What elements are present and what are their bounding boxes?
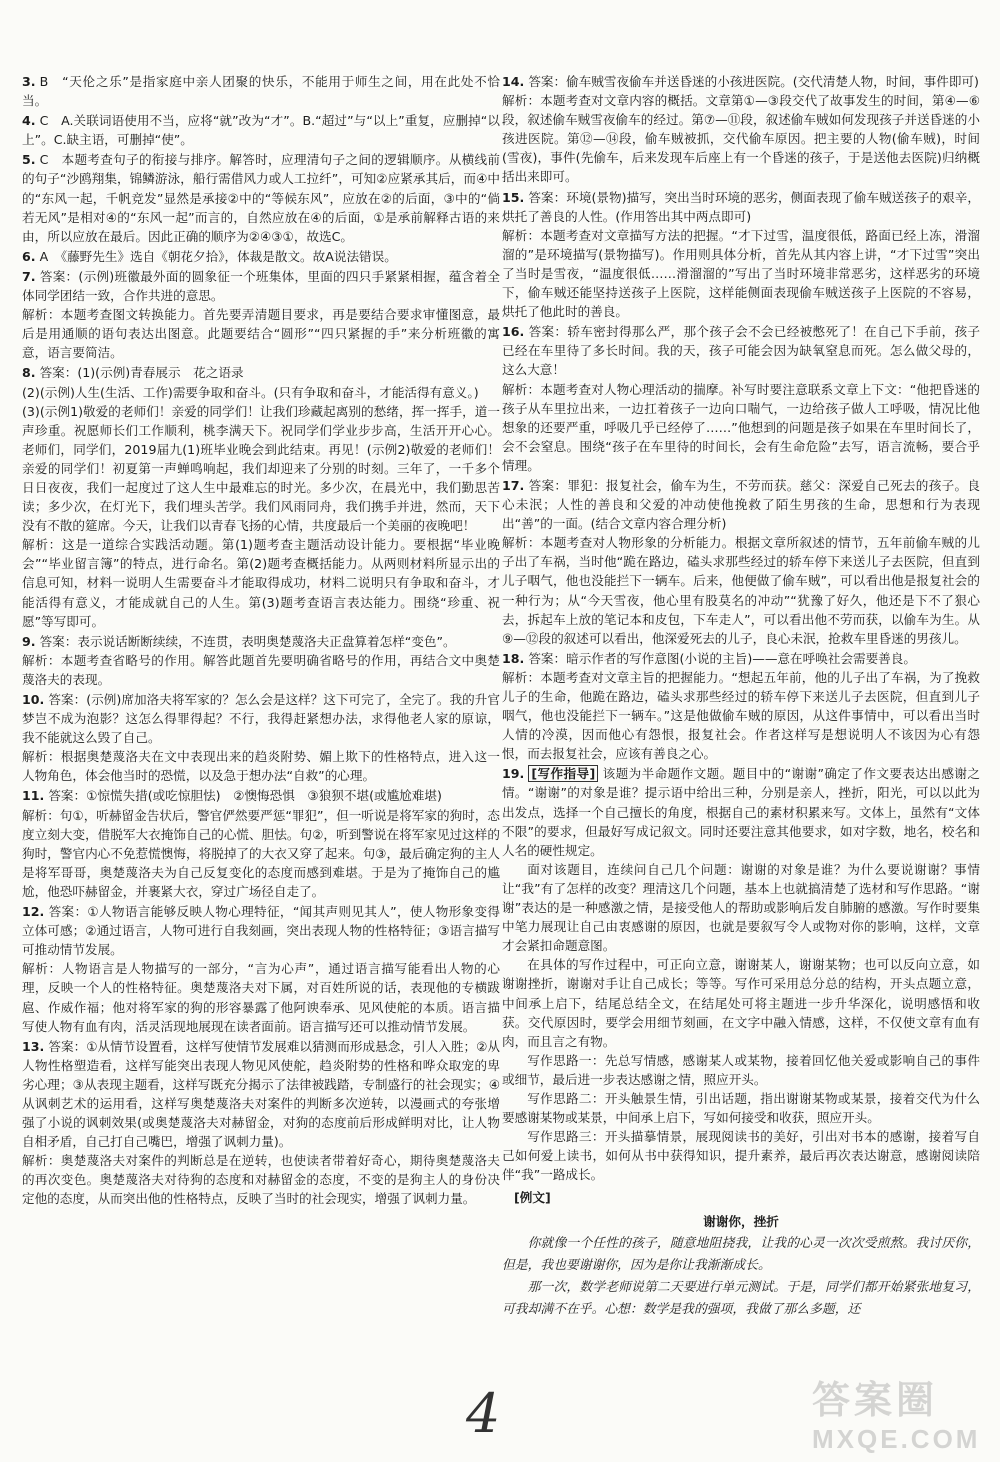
paragraph-text: 答案：(示例)班徽最外面的圆象征一个班集体，里面的四只手紧紧相握，蕴含着全体同学团结一致，合作共进的意思。	[22, 268, 500, 304]
analysis-text	[502, 955, 980, 1050]
paragraph-text: 答案：暗示作者的写作意图(小说的主旨)——意在呼唤社会需要善良。	[528, 650, 916, 666]
question-number: 16.	[502, 324, 525, 340]
paragraph-text: 写作思路三：开头描摹情景，展现阅读书的美好，引出对书本的感谢，接着写自己如何爱上读书，如何从书中获得知识，提升素养，最后再次表达谢意，感谢阅读陪伴“我”一路成长。	[502, 1129, 980, 1183]
question-number: 13.	[22, 1038, 45, 1054]
answer-text	[502, 476, 980, 533]
answer-text	[502, 764, 980, 859]
writing-guide-label: [写作指导]	[528, 765, 598, 782]
paragraph-text: 答案：(1)(示例)青春展示 花之语录	[39, 365, 244, 381]
answer-item	[22, 247, 500, 266]
question-number: 10.	[22, 692, 45, 707]
question-number: 9.	[22, 633, 36, 649]
analysis-text	[22, 651, 500, 689]
answer-text	[22, 247, 500, 266]
analysis-text	[502, 226, 980, 321]
question-number: 18.	[502, 650, 525, 666]
essay-paragraph: 那一次，数学老师说第二天要进行单元测试。于是，同学们都开始紧张地复习，可我却满不在乎。心想：数学是我的强项，我做了那么多题，还	[502, 1279, 980, 1317]
answer-item	[22, 111, 500, 149]
answer-text	[502, 72, 980, 91]
question-number: 5.	[22, 152, 36, 168]
paragraph-text: 答案：偷车贼雪夜偷车并送昏迷的小孩进医院。(交代清楚人物，时间，事件即可)	[528, 74, 979, 89]
answer-text	[22, 72, 500, 110]
answer-item	[22, 363, 500, 630]
analysis-text	[22, 305, 500, 362]
paragraph-text: 答案：①从情节设置看，这样写使情节发展难以猜测而形成悬念，引人入胜；②从人物性格塑造看，这样写能突出表现人物见风使舵，趋炎附势的性格和哗众取宠的卑劣心理；③从表现主题看，这样写既充分揭示了法律被践踏，专制盛行的社会现实；④从讽刺艺术的运用看，这样写奥楚蔑洛夫对案件的判断多次逆转，以漫画式的夸张增强了小说的讽刺效果(或奥楚蔑洛夫对赫留金，对狗的态度前后形成鲜明对比，让人物自相矛盾，自己打自己嘴巴，增强了讽刺力量)。	[22, 1038, 500, 1150]
paragraph-text: 解析：这是一道综合实践活动题。第(1)题考查主题活动设计能力。要根据“毕业晚会”“毕业留言簿”的特点，进行命名。第(2)题考查概括能力。从两则材料所显示出的信息可知，材料一说明人生需要奋斗才能取得成功，材料二说明只有争取和奋斗，才能活得有意义，才能成就自己的人生。第(3)题考查语言表达能力。围绕“珍重、祝愿”等写即可。	[22, 537, 500, 629]
paragraph-text: 答案：①惊慌失措(或吃惊胆怯) ②懊悔恐惧 ③狼狈不堪(或尴尬难堪)	[48, 788, 442, 804]
answer-text	[502, 322, 980, 379]
question-number: 11.	[22, 788, 45, 804]
paragraph-text: 解析：人物语言是人物描写的一部分，“言为心声”，通过语言描写能看出人物的心理，反映一个人的性格特征。奥楚蔑洛夫对下属，对百姓所说的话，表现他的专横跋扈、作威作福；他对将军家的狗的形容暴露了他阿谀奉承、见风使舵的本质。语言描写使人物有血有肉，活灵活现地展现在读者面前。语言描写还可以推动情节发展。	[22, 961, 500, 1034]
answer-item	[502, 476, 980, 648]
paragraph-text: C 本题考查句子的衔接与排序。解答时，应理清句子之间的逻辑顺序。从横线前的句子“沙鸥翔集，锦鳞游泳，船行需借风力或人工拉纤”，可知②应紧承其后，而④中的“东风一起，千帆竞发”显然是承接②中的“等候东风”，应放在②的后面，③中的“倘若无风”是相对④的“东风一起”而言的，自然应放在④的后面，①是承前解释古语的来由，所以应放在最后。因此正确的顺序为②④③①，故选C。	[22, 152, 500, 244]
answer-text	[22, 902, 500, 959]
paragraph-text: 答案：轿车密封得那么严，那个孩子会不会已经被憋死了！在自己下手前，孩子已经在车里待了多长时间。我的天，孩子可能会因为缺氧窒息而死。怎么做父母的，这么大意！	[502, 324, 980, 378]
answer-text	[22, 786, 500, 805]
answer-item	[22, 690, 500, 785]
analysis-text	[502, 91, 980, 186]
analysis-text	[22, 383, 500, 402]
answer-text	[22, 267, 500, 305]
analysis-text	[22, 402, 500, 536]
paragraph-text: (3)(示例1)敬爱的老师们！亲爱的同学们！让我们珍藏起离别的愁绪，挥一挥手，道一声珍重。祝愿师长们工作顺利，桃李满天下。祝同学们学业步步高，生活开开心心。老师们，同学们，2019届九(1)班毕业晚会到此结束。再见！(示例2)敬爱的老师们！亲爱的同学们！初夏第一声蝉鸣响起，我们却迎来了分别的时刻。三年了，一千多个日日夜夜，我们一起度过了这人生中最难忘的时光。多少次，在晨光中，我们勤思苦读；多少次，在灯光下，我们埋头苦学。我们风雨同舟，我们携手并进，然而，天下没有不散的筵席。今天，让我们以青春飞扬的心情，共度最后一个美丽的夜晚吧！	[22, 403, 500, 534]
question-number: 17.	[502, 477, 525, 493]
paragraph-text: 解析：根据奥楚蔑洛夫在文中表现出来的趋炎附势、媚上欺下的性格特点，进入这一人物角色，体会他当时的恐慌，以及急于想办法“自救”的心理。	[22, 749, 500, 784]
question-number: 6.	[22, 248, 36, 264]
watermark	[812, 1382, 980, 1452]
answer-text	[22, 632, 500, 651]
paragraph-text: 解析：本题考查对文章内容的概括。文章第①—③段交代了故事发生的时间，第④—⑥段，叙述偷车贼雪夜偷车的经过。第⑦—⑪段，叙述偷车贼如何发现孩子并送昏迷的小孩进医院。第⑫—⑭段，偷车贼被抓，交代偷车原因。把主要的人物(偷车贼)，时间(雪夜)，事件(先偷车，后来发现车后座上有一个昏迷的孩子，于是送他去医院)归纳概括出来即可。	[502, 93, 980, 185]
paragraph-text: 写作思路一：先总写情感，感谢某人或某物，接着回忆他关爱或影响自己的事件或细节，最后进一步表达感谢之情，照应开头。	[502, 1052, 980, 1087]
sample-essay-label: [例文]	[514, 1190, 551, 1206]
answer-text	[22, 150, 500, 245]
paragraph-text: 答案：环境(景物)描写，突出当时环境的恶劣，侧面表现了偷车贼送孩子的艰辛，烘托了善良的人性。(作用答出其中两点即可)	[502, 189, 980, 224]
paragraph-text: C A.关联词语使用不当，应将“就”改为“才”。B.“超过”与“以上”重复，应删掉“以上”。C.缺主语，可删掉“使”。	[22, 113, 500, 148]
paragraph-text: 答案：(示例)席加洛夫将军家的？怎么会是这样？这下可完了，全完了。我的升官梦岂不成为泡影？这怎么得罪得起？不行，我得赶紧想办法，求得他老人家的原谅，我不能就这么毁了自己。	[22, 692, 500, 746]
right-column	[502, 72, 980, 1321]
analysis-text	[502, 533, 980, 648]
paragraph-text: 答案：罪犯：报复社会，偷车为生，不劳而获。慈父：深爱自己死去的孩子。良心未泯；人性的善良和父爱的冲动使他挽救了陌生男孩的生命，思想和行为表现出“善”的一面。(结合文章内容合理分析)	[502, 477, 980, 532]
paragraph-text: A 《藤野先生》选自《朝花夕拾》，体裁是散文。故A说法错误。	[39, 248, 397, 264]
question-number: 3.	[22, 74, 36, 89]
analysis-text	[502, 668, 980, 763]
answer-text	[22, 1037, 500, 1152]
watermark-logo-text: 答案圈	[812, 1380, 939, 1422]
answer-text	[22, 111, 500, 149]
answer-item	[22, 267, 500, 362]
answer-item	[502, 72, 980, 187]
paragraph-text: 解析：本题考查对文章主旨的把握能力。“想起五年前，他的儿子出了车祸，为了挽救儿子的生命，他跪在路边，磕头求那些经过的轿车停下来送儿子去医院，但直到儿子咽气，他也没能拦下一辆车。”这是他做偷车贼的原因，从这件事情中，可以看出当时人情的冷漠，因而他心有怨恨，报复社会。作者这样写是想说明人不该因为心有怨恨，而去报复社会，应该有善良之心。	[502, 669, 980, 762]
paragraph-text: 解析：本题考查图文转换能力。首先要弄清题目要求，再是要结合要求审懂图意，最后是用通顺的语句表达出图意。此题要结合“圆形”“四只紧握的手”来分析班徽的寓意，语言要简洁。	[22, 307, 500, 361]
answer-text	[22, 690, 500, 747]
answer-item	[502, 322, 980, 475]
answer-item	[22, 72, 500, 110]
analysis-text	[22, 806, 500, 901]
question-number: 12.	[22, 904, 45, 920]
question-number: 14.	[502, 74, 525, 89]
analysis-text	[502, 380, 980, 475]
paragraph-text: 解析：本题考查对文章描写方法的把握。“才下过雪，温度很低，路面已经上冻，滑溜溜的”是环境描写(景物描写)。作用则具体分析，首先从其内容上讲，“才下过雪”突出了当时是雪夜，“温度很低……滑溜溜的”写出了当时环境非常恶劣，这样恶劣的环境下，偷车贼还能坚持送孩子上医院，这样能侧面表现偷车贼送孩子上医院的不容易，烘托了他此时的善良。	[502, 227, 980, 320]
analysis-text	[502, 860, 980, 955]
answer-text	[502, 188, 980, 226]
paragraph-text: (2)(示例)人生(生活、工作)需要争取和奋斗。(只有争取和奋斗，才能活得有意义。)	[22, 384, 479, 400]
question-number: 4.	[22, 113, 36, 129]
answer-text	[502, 649, 980, 668]
paragraph-text: 面对该题目，连续问自己几个问题：谢谢的对象是谁？为什么要说谢谢？事情让“我”有了怎样的改变？理清这几个问题，基本上也就搞清楚了选材和写作思路。“谢谢”表达的是一种感激之情，是接受他人的帮助或影响后发自肺腑的感激。写作时要集中笔力展现让自己由衷感谢的原因，也就是要叙写令人或物对你的影响，这样，文章才会紧扣命题意图。	[502, 861, 980, 954]
paragraph-text: 解析：本题考查省略号的作用。解答此题首先要明确省略号的作用，再结合文中奥楚蔑洛夫的表现。	[22, 652, 500, 687]
question-number: 8.	[22, 365, 36, 381]
analysis-text	[502, 1089, 980, 1127]
paragraph-text: 解析：本题考查对人物形象的分析能力。根据文章所叙述的情节，五年前偷车贼的儿子出了车祸，当时他“跪在路边，磕头求那些经过的轿车停下来送儿子去医院，但直到儿子咽气，他也没能拦下一辆车。后来，他便做了偷车贼”，可以看出他是报复社会的一种行为；从“今天雪夜，他心里有股莫名的冲动”“犹豫了好久，他还是下不了狠心去，拆起车上放的笔记本和皮包，下车走人”，可以看出他不劳而获，以偷车为生。从⑨—⑫段的叙述可以看出，他深爱死去的儿子，良心未泯，抢救车里昏迷的男孩儿。	[502, 535, 980, 646]
essay-body	[502, 1233, 980, 1321]
paragraph-text: 解析：本题考查对人物心理活动的揣摩。补写时要注意联系文章上下文：“他把昏迷的孩子从车里拉出来，一边扛着孩子一边向口喘气，一边给孩子做人工呼吸，情况比他想象的还要严重，呼吸几乎已经停了……”他想到的问题是孩子如果在车里时间长了，会不会窒息。围绕“孩子在车里待的时间长，会有生命危险”去写，语言流畅，要合乎情理。	[502, 381, 980, 473]
analysis-text	[22, 747, 500, 785]
paragraph-text: 解析：句①，听赫留金告状后，警官俨然要严惩“罪犯”，但一听说是将军家的狗时，态度立刻大变，借脱军大衣掩饰自己的心慌、胆怯。句②，听到警说在将军家见过这样的狗时，警官内心不免惹慌懊悔，将脱掉了的大衣又穿了起来。句③，最后确定狗的主人是将军哥哥，奥楚蔑洛夫为自己反复变化的态度而感到难堪。于是为了掩饰自己的尴尬，他恐吓赫留金，并裹紧大衣，穿过广场径自走了。	[22, 807, 500, 899]
answer-item	[502, 649, 980, 764]
paragraph-text: 答案：表示说话断断续续，不连贯，表明奥楚蔑洛夫正盘算着怎样“变色”。	[39, 633, 456, 649]
answer-item	[22, 632, 500, 689]
question-number: 7.	[22, 268, 36, 284]
answer-text	[22, 363, 500, 382]
paragraph-text: 写作思路二：开头触景生情，引出话题，指出谢谢某物或某景，接着交代为什么要感谢某物或某景，中间承上启下，写如何接受和收获，照应开头。	[502, 1090, 980, 1126]
question-number: 19.	[502, 766, 525, 782]
paragraph-text: 在具体的写作过程中，可正向立意，谢谢某人，谢谢某物；也可以反向立意，如谢谢挫折，谢谢对手让自己成长；等等。写作可采用总分总的结构，开头点题立意，中间承上启下，结尾总结全文，在结尾处可将主题进一步升华深化，说明感悟和收获。交代原因时，要学会用细节刻画，在文字中融入情感，这样，不仅使文章有血有肉，而且言之有物。	[502, 957, 980, 1049]
question-number: 15.	[502, 189, 525, 205]
essay-title: 谢谢你，挫折	[703, 1213, 779, 1229]
paragraph-text: 该题为半命题作文题。题目中的“谢谢”确定了作文要表达出感谢之情。“谢谢”的对象是谁？提示语中给出三种，分别是亲人，挫折，阳光，可以以此为出发点，选择一个自己擅长的角度，根据自己的素材积累来写。文体上，虽然有“文体不限”的要求，但最好写成记叙文。同时还要注意其他要求，如对字数，地名，校名和人名的硬性规定。	[502, 766, 980, 858]
paragraph-text: 解析：奥楚蔑洛夫对案件的判断总是在逆转，也使读者带着好奇心，期待奥楚蔑洛夫的再次变色。奥楚蔑洛夫对待狗的态度和对赫留金的态度，不变的是狗主人的身份决定他的态度，从而突出他的性格特点，反映了当时的社会现实，增强了讽刺力量。	[22, 1153, 500, 1207]
analysis-text	[502, 1051, 980, 1089]
answer-item	[502, 764, 980, 1184]
analysis-text	[22, 959, 500, 1035]
answer-item	[22, 902, 500, 1036]
answer-item	[22, 1037, 500, 1209]
page-number: 4	[466, 1382, 501, 1445]
left-column	[22, 72, 500, 1210]
analysis-text	[22, 535, 500, 630]
answer-item	[22, 786, 500, 901]
watermark-url: MXQE.COM	[812, 1424, 981, 1454]
essay-paragraph: 你就像一个任性的孩子，随意地阻挠我，让我的心灵一次次受煎熬。我讨厌你，但是，我也要谢谢你，因为是你让我渐渐成长。	[502, 1235, 980, 1273]
paragraph-text: B “天伦之乐”是指家庭中亲人团聚的快乐，不能用于师生之间，用在此处不恰当。	[22, 74, 500, 109]
analysis-text	[22, 1151, 500, 1208]
answer-item	[502, 188, 980, 322]
paragraph-text: 答案：①人物语言能够反映人物心理特征，“闻其声则见其人”，使人物形象变得立体可感；②通过语言，人物可进行自我刻画，突出表现人物的性格特征；③语言描写可推动情节发展。	[22, 904, 500, 958]
analysis-text	[502, 1127, 980, 1184]
answer-item	[22, 150, 500, 245]
